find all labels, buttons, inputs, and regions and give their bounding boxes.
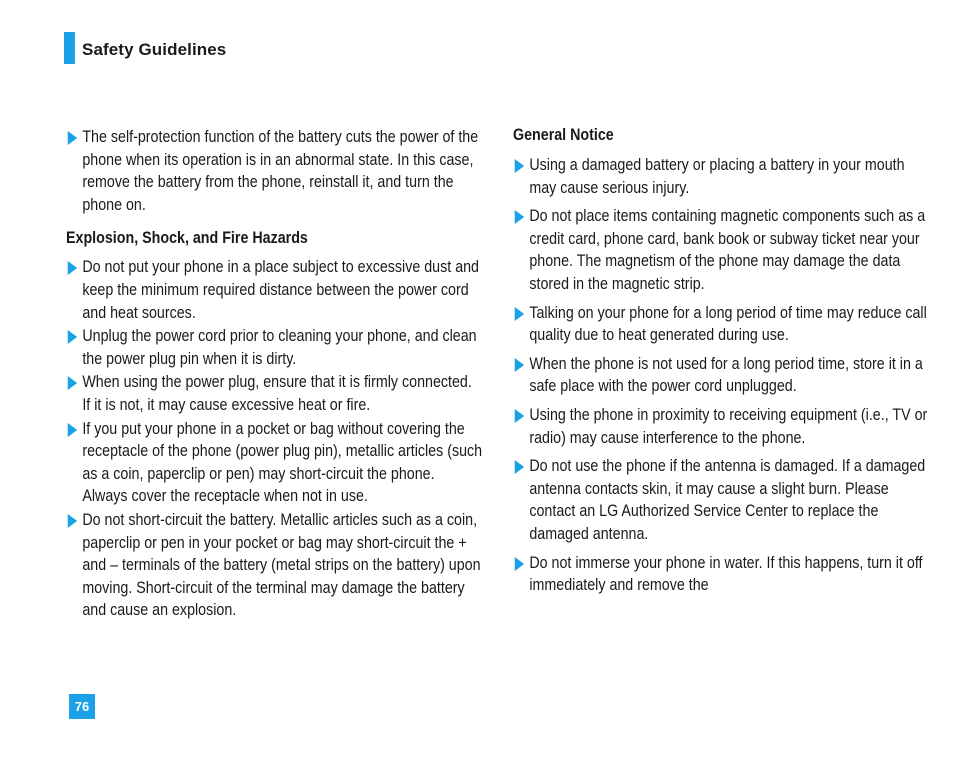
- bullet-arrow-icon: [515, 159, 524, 173]
- bullet-arrow-icon: [68, 131, 77, 145]
- list-item: [513, 455, 929, 545]
- list-item: [513, 404, 929, 449]
- list-item-text: Do not place items containing magnetic components such as a credit card, phone card, bank book or subway ticket near your phone. The magnetism of the phone may damage the data stored in the magnetic strip.: [529, 206, 926, 293]
- list-item: [513, 154, 929, 199]
- list-item: [66, 371, 482, 416]
- list-item-text: Using the phone in proximity to receiving equipment (i.e., TV or radio) may cause interference to the phone.: [529, 404, 928, 447]
- bullet-arrow-icon: [68, 376, 77, 390]
- bullet-arrow-icon: [515, 409, 524, 423]
- list-item-text: Talking on your phone for a long period of time may reduce call quality due to heat generated during use.: [529, 302, 927, 345]
- list-item-text: Unplug the power cord prior to cleaning your phone, and clean the power plug pin when it is dirty.: [82, 326, 477, 368]
- bullet-arrow-icon: [68, 423, 77, 437]
- bullet-arrow-icon: [68, 330, 77, 344]
- list-item: [66, 256, 482, 324]
- bullet-arrow-icon: [515, 307, 524, 321]
- left-column: [66, 126, 483, 622]
- list-item-text: Do not short-circuit the battery. Metallic articles such as a coin, paperclip or pen in your pocket or bag may short-circuit the + and – terminals of the battery (metal strips on the battery) upon moving. Short-circuit of the terminal may damage the battery and cause an explosion.: [82, 509, 481, 620]
- list-item: [66, 126, 482, 216]
- list-item-text: Do not immerse your phone in water. If this happens, turn it off immediately and remove the: [529, 552, 923, 595]
- list-item: [513, 353, 929, 398]
- page-title: Safety Guidelines: [82, 40, 227, 59]
- list-item-text: Do not put your phone in a place subject to excessive dust and keep the minimum required distance between the power cord and heat sources.: [82, 257, 480, 322]
- header-accent-bar: [64, 32, 75, 64]
- list-item-text: When the phone is not used for a long period time, store it in a safe place with the power cord unplugged.: [529, 353, 923, 396]
- section-heading: Explosion, Shock, and Fire Hazards: [66, 228, 308, 248]
- right-column: [513, 124, 928, 597]
- list-item-text: Using a damaged battery or placing a battery in your mouth may cause serious injury.: [529, 155, 905, 197]
- bullet-arrow-icon: [515, 358, 524, 372]
- list-item-text: If you put your phone in a pocket or bag without covering the receptacle of the phone (power plug pin), metallic articles (such as a coin, paperclip or pen) may short-circuit the phone. Always cover the receptacle when not in use.: [82, 418, 483, 506]
- list-item: [513, 552, 929, 597]
- list-item-text: When using the power plug, ensure that it is firmly connected. If it is not, it may cause excessive heat or fire.: [82, 372, 472, 414]
- bullet-arrow-icon: [68, 261, 77, 275]
- list-item-text: Do not use the phone if the antenna is damaged. If a damaged antenna contacts skin, it may cause a slight burn. Please contact an LG Authorized Service Center to replace the damaged antenna.: [529, 456, 926, 543]
- list-item: [513, 302, 929, 347]
- list-item: [66, 325, 482, 370]
- list-item: [66, 418, 482, 508]
- bullet-arrow-icon: [68, 514, 77, 528]
- bullet-arrow-icon: [515, 210, 524, 224]
- list-item: [513, 205, 929, 295]
- bullet-arrow-icon: [515, 557, 524, 571]
- section-heading: General Notice: [513, 125, 614, 144]
- list-item: [66, 509, 482, 622]
- list-item-text: The self-protection function of the battery cuts the power of the phone when its operation is in an abnormal state. In this case, remove the battery from the phone, reinstall it, and turn the phone on.: [82, 127, 479, 214]
- page-number: 76: [69, 694, 95, 719]
- bullet-arrow-icon: [515, 460, 524, 474]
